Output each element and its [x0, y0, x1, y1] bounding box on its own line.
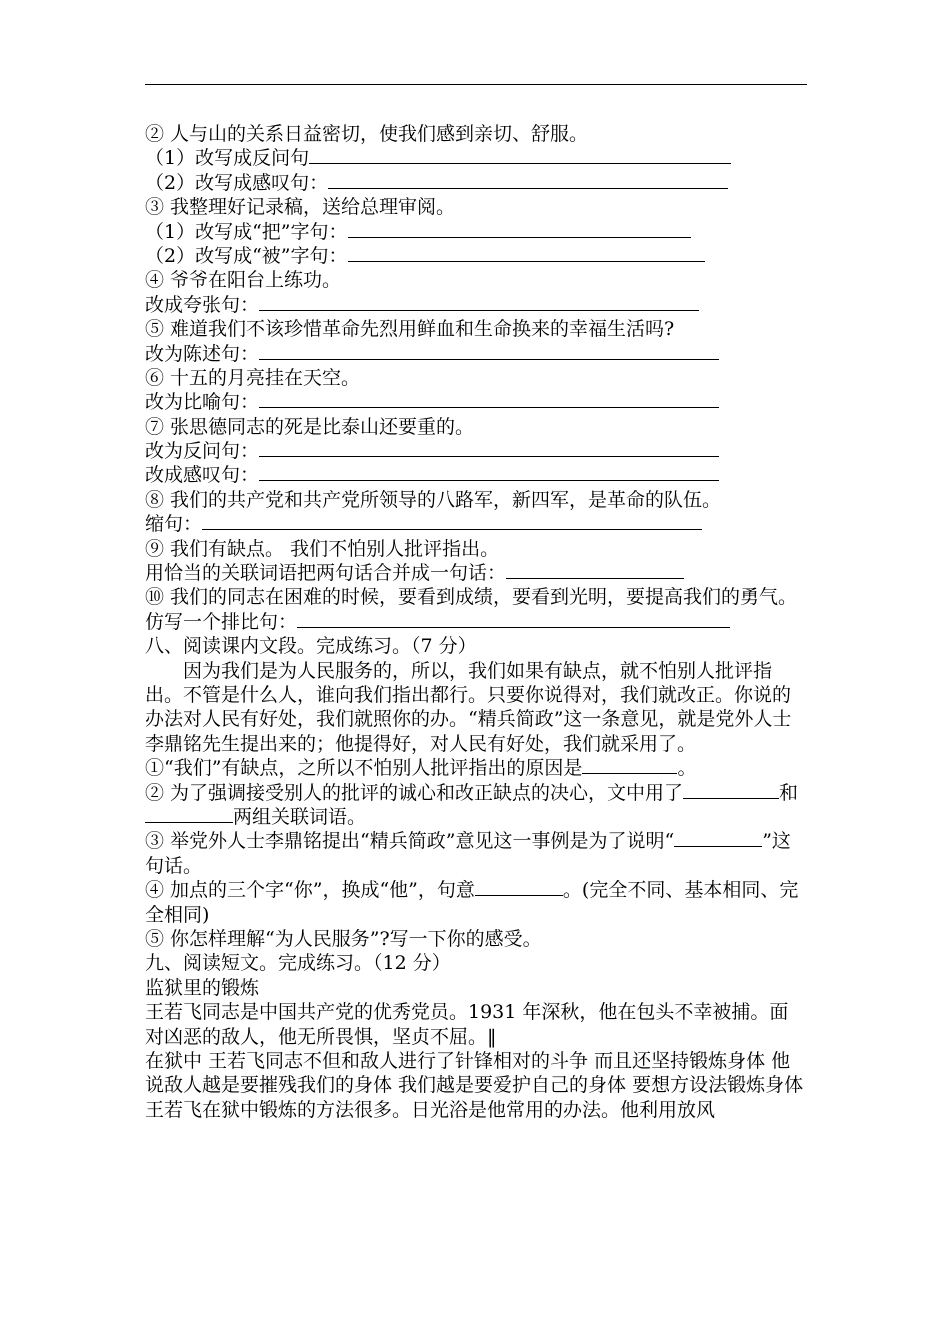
section-9-heading: 九、阅读短文。完成练习。（12 分） [145, 952, 451, 975]
item-7-part-2: 改成感叹句： [145, 463, 807, 487]
answer-blank[interactable] [297, 610, 730, 628]
answer-blank[interactable] [145, 805, 233, 823]
section-8-heading: 八、阅读课内文段。完成练习。（7 分） [145, 635, 477, 658]
item-7-part-1: 改为反问句： [145, 439, 807, 463]
item-6-prompt: 改为比喻句： [145, 390, 807, 414]
item-10-prompt: 仿写一个排比句： [145, 610, 807, 634]
answer-blank[interactable] [674, 829, 762, 847]
item-9: ⑨ 我们有缺点。 我们不怕别人批评指出。 [145, 537, 500, 560]
question-5: ⑤ 你怎样理解“为人民服务”?写一下你的感受。 [145, 928, 542, 951]
item-2-part-1: （1）改写成反问句 [145, 146, 807, 170]
answer-blank[interactable] [683, 781, 779, 799]
answer-blank[interactable] [259, 342, 719, 360]
item-9-prompt: 用恰当的关联词语把两句话合并成一句话： [145, 561, 807, 585]
answer-blank[interactable] [348, 220, 691, 238]
header-rule [145, 84, 807, 85]
item-2-part-2: （2）改写成感叹句： [145, 171, 807, 195]
item-4-prompt: 改成夸张句： [145, 293, 807, 317]
worksheet-page [145, 122, 807, 1122]
answer-blank[interactable] [259, 463, 719, 481]
item-8: ⑧ 我们的共产党和共产党所领导的八路军，新四军，是革命的队伍。 [145, 488, 722, 511]
answer-blank[interactable] [328, 171, 728, 189]
article-paragraph-1: 王若飞同志是中国共产党的优秀党员。1931 年深秋，他在包头不幸被捕。面对凶恶的敌人，他无所畏惧，坚贞不屈。‖ [145, 1001, 789, 1048]
question-2: ② 为了强调接受别人的批评的诚心和改正缺点的决心，文中用了 和两组关联词语。 [145, 781, 799, 829]
question-1: ①“我们”有缺点，之所以不怕别人批评指出的原因是 。 [145, 757, 697, 780]
section-8-passage: 因为我们是为人民服务的，所以，我们如果有缺点，就不怕别人批评指出。不管是什么人，谁向我们指出都行。只要你说得对，我们就改正。你说的办法对人民有好处，我们就照你的办。“精兵简政”这一条意见，就是党外人士李鼎铭先生提出来的；他提得好，对人民有好处，我们就采用了。 [145, 659, 792, 755]
item-3: ③ 我整理好记录稿，送给总理审阅。 [145, 196, 456, 219]
answer-blank[interactable] [582, 756, 677, 774]
answer-blank[interactable] [348, 244, 705, 262]
article-paragraph-3: 王若飞在狱中锻炼的方法很多。日光浴是他常用的办法。他利用放风 [145, 1098, 716, 1121]
question-4: ④ 加点的三个字“你”，换成“他”，句意 。(完全不同、基本相同、完全相同) [145, 879, 799, 926]
answer-blank[interactable] [259, 293, 699, 311]
answer-blank[interactable] [202, 512, 702, 530]
answer-blank[interactable] [259, 390, 719, 408]
item-2: ② 人与山的关系日益密切，使我们感到亲切、舒服。 [145, 123, 589, 145]
item-3-part-2: （2）改写成“被”字句： [145, 244, 807, 268]
item-7: ⑦ 张思德同志的死是比泰山还要重的。 [145, 415, 475, 438]
item-4: ④ 爷爷在阳台上练功。 [145, 269, 342, 292]
article-title: 监狱里的锻炼 [145, 976, 260, 999]
item-3-part-1: （1）改写成“把”字句： [145, 220, 807, 244]
question-3: ③ 举党外人士李鼎铭提出“精兵简政”意见这一事例是为了说明“ ”这句话。 [145, 830, 791, 877]
item-6: ⑥ 十五的月亮挂在天空。 [145, 366, 361, 389]
item-5-prompt: 改为陈述句： [145, 342, 807, 366]
item-8-prompt: 缩句： [145, 512, 807, 536]
answer-blank[interactable] [475, 878, 563, 896]
answer-blank[interactable] [309, 146, 731, 164]
item-5: ⑤ 难道我们不该珍惜革命先烈用鲜血和生命换来的幸福生活吗? [145, 318, 675, 341]
item-10: ⑩ 我们的同志在困难的时候，要看到成绩，要看到光明，要提高我们的勇气。 [145, 586, 798, 609]
article-paragraph-2: 在狱中 王若飞同志不但和敌人进行了针锋相对的斗争 而且还坚持锻炼身体 他说敌人越是要摧残我们的身体 我们越是要爱护自己的身体 要想方设法锻炼身体 [145, 1050, 804, 1097]
answer-blank[interactable] [506, 561, 684, 579]
answer-blank[interactable] [259, 439, 719, 457]
